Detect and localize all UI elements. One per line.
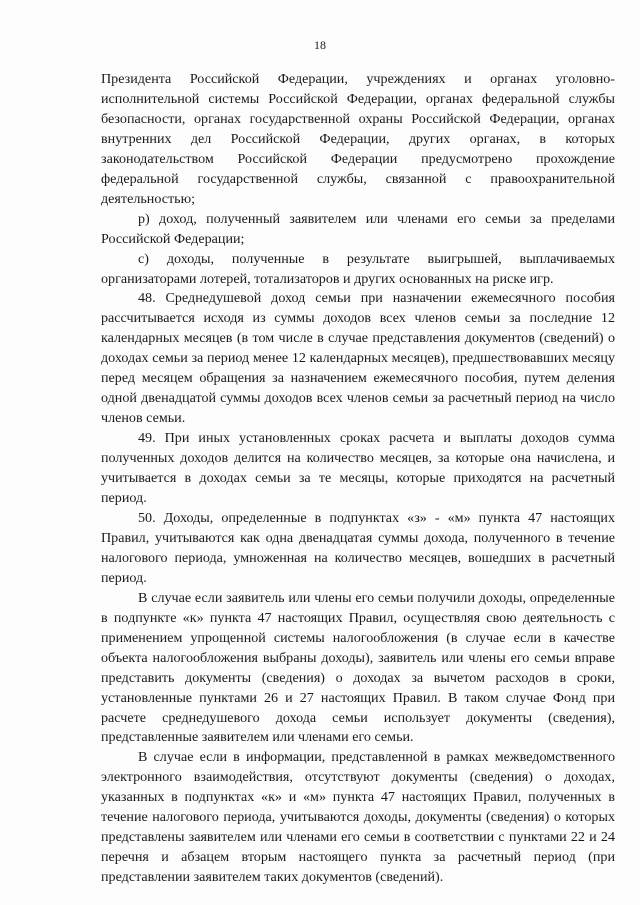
paragraph-item-49: 49. При иных установленных сроках расчета и выплаты доходов сумма полученных доходов делится на количество месяцев, за которые она начислена, и учитывается в доходах семьи за те месяцы, которые приходятся на расчетный период. xyxy=(101,430,615,507)
paragraph-subitem-r: р) доход, полученный заявителем или членами его семьи за пределами Российской Федерации; xyxy=(101,210,615,247)
page-number: 18 xyxy=(314,38,326,52)
paragraph-item-50-case-missing-info: В случае если в информации, представленной в рамках межведомственного электронного взаимодействия, отсутствуют документы (сведения) о доходах, указанных в подпунктах «к» и «м» пункта 47 настоящих Правил, полученных в течение налогового периода, учитываются доходы, документы (сведения) о которых представлены заявителем или членами его семьи в соответствии с пунктами 22 и 24 перечня и абзацем вторым настоящего пункта за расчетный период (при представлении заявителем таких документов (сведений). xyxy=(101,749,615,886)
paragraph-item-50-case-simplified-tax: В случае если заявитель или члены его семьи получили доходы, определенные в подпункте «к» пункта 47 настоящих Правил, осуществляя свою деятельность с применением упрощенной системы налогообложения (в случае если в качестве объекта налогообложения выбраны доходы), заявитель или члены его семьи вправе представить документы (сведения) о доходах за вычетом расходов в сроки, установленные пунктами 26 и 27 настоящих Правил. В таком случае Фонд при расчете среднедушевого дохода семьи использует документы (сведения), представленные заявителем или членами его семьи. xyxy=(101,589,615,746)
paragraph-item-50: 50. Доходы, определенные в подпунктах «з» - «м» пункта 47 настоящих Правил, учитываются как одна двенадцатая суммы дохода, полученного в течение налогового периода, умноженная на количество месяцев, вошедших в расчетный период. xyxy=(101,509,615,586)
paragraph-subitem-s: с) доходы, полученные в результате выигрышей, выплачиваемых организаторами лотерей, тотализаторов и других основанных на риске игр. xyxy=(101,250,615,287)
paragraph-item-48: 48. Среднедушевой доход семьи при назначении ежемесячного пособия рассчитывается исходя из суммы доходов всех членов семьи за последние 12 календарных месяцев (в том числе в случае представления документов (сведений) о доходах семьи за период менее 12 календарных месяцев), предшествовавших месяцу перед месяцем обращения за назначением ежемесячного пособия, путем деления одной двенадцатой суммы доходов всех членов семьи за расчетный период на число членов семьи. xyxy=(101,290,615,427)
document-body xyxy=(101,70,615,888)
paragraph-continuation: Президента Российской Федерации, учреждениях и органах уголовно-исполнительной системы Российской Федерации, органах федеральной службы безопасности, органах государственной охраны Российской Федерации, органах внутренних дел Российской Федерации, других органах, в которых законодательством Российской Федерации предусмотрено прохождение федеральной государственной службы, связанной с правоохранительной деятельностью; xyxy=(101,71,615,207)
